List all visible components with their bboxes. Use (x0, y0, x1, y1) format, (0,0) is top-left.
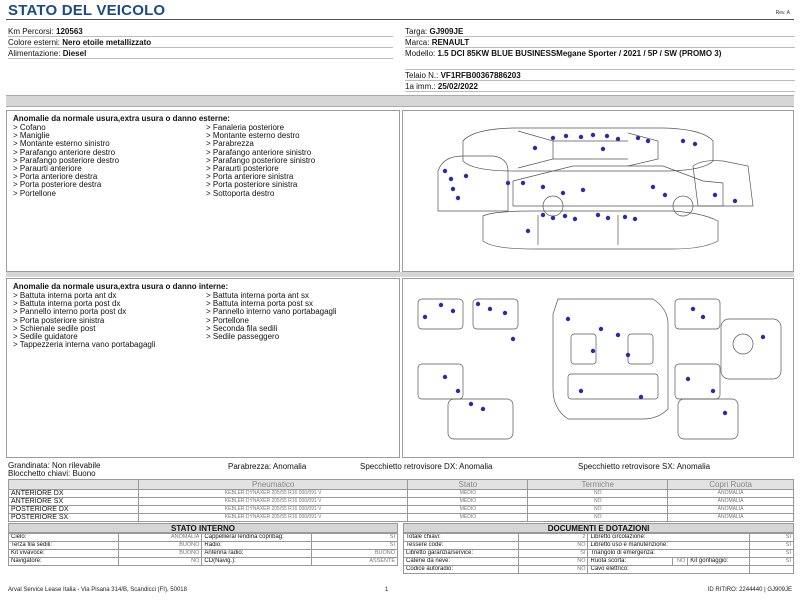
mirror-dx-status: Specchietto retrovisore DX: Anomalia (360, 462, 493, 471)
hail-status: Grandinata: Non rilevabile (8, 461, 101, 470)
tyre-model: KEBLER DYNAXER 205/55 R16 000/091 V (138, 498, 408, 506)
list-item: > Parafango anteriore destro (13, 147, 116, 157)
list-item: > Cofano (13, 123, 46, 132)
exterior-damage-list-2 (206, 124, 399, 198)
list-item: > Montante esterno sinistro (13, 139, 110, 149)
field-value: NO (673, 558, 688, 566)
field-label: Codice autoradio: (404, 566, 519, 574)
interior-damage-list-2 (206, 292, 399, 349)
table-header: Termiche (528, 480, 668, 490)
table-row (404, 550, 794, 558)
tyre-state: MEDIO (408, 514, 528, 522)
field-value: ANOMALIA (118, 534, 202, 542)
field-value: SI (750, 558, 794, 566)
list-item: > Porta anteriore sinistra (206, 172, 294, 182)
field-value: BUONO (312, 550, 398, 558)
tyre-state: MEDIO (408, 506, 528, 514)
table-row (9, 534, 398, 542)
color-row: Colore esterni: Nero etoile metallizzato (8, 37, 393, 48)
model-value: 1.5 DCI 85KW BLUE BUSINESSMegane Sporter / 2021 / 5P / SW (PROMO 3) (437, 49, 722, 58)
field-label: Terza fila sedili: (9, 542, 119, 550)
interior-damage-title: Anomalie da normale usura,extra usura o danno interne: (13, 282, 229, 291)
damage-dots (443, 133, 737, 233)
field-label: CD(Navig.): (202, 558, 312, 566)
color-value: Nero etoile metallizzato (62, 38, 152, 47)
list-item: > Porta anteriore destra (13, 172, 98, 182)
interior-diagram-panel (402, 278, 794, 458)
field-label: Tessere code: (404, 542, 519, 550)
table-header (9, 480, 139, 490)
field-value: SI (750, 534, 794, 542)
list-item: > Schienale sedile post (13, 323, 96, 333)
field-value: SI (750, 550, 794, 558)
list-item: > Paraurti anteriore (13, 164, 82, 174)
revision-label: Rev. A (775, 10, 790, 16)
tyre-position: ANTERIORE DX (9, 490, 139, 498)
list-item: > Tappezzeria interna vano portabagagli (13, 340, 156, 350)
list-item: > Sedile guidatore (13, 332, 78, 342)
list-item: > Battuta interna porta post sx (206, 299, 313, 309)
documents-table (403, 533, 794, 574)
field-label: Kit vivavoce: (9, 550, 119, 558)
km-row: Km Percorsi: 120563 (8, 26, 393, 37)
vehicle-info-right (405, 26, 795, 92)
field-label: Cavo elettrico: (588, 566, 750, 574)
interior-damage-dots (423, 302, 765, 415)
list-item: > Sedile passeggero (206, 332, 280, 342)
field-value: SI (750, 542, 794, 550)
registration-row: 1a imm.: 25/02/2022 (405, 81, 795, 92)
list-item: > Fanaleria posteriore (206, 123, 285, 132)
list-item: > Porta posteriore sinistra (13, 315, 105, 325)
list-item: > Portellone (13, 188, 56, 198)
table-header-row (9, 480, 794, 490)
table-row (9, 506, 794, 514)
field-label: Radio: (202, 542, 312, 550)
list-item: > Seconda fila sedili (206, 323, 278, 333)
tyre-position: POSTERIORE DX (9, 506, 139, 514)
field-label: Libretto circolazione: (588, 534, 750, 542)
tyre-position: POSTERIORE SX (9, 514, 139, 522)
list-item: > Maniglie (13, 131, 50, 141)
field-label: Ruota scorta: (588, 558, 673, 566)
table-row (9, 550, 398, 558)
field-label: Cappelliera/Tendina copribag: (202, 534, 312, 542)
fuel-row: Alimentazione: Diesel (8, 48, 393, 59)
field-value (750, 566, 794, 574)
table-row (9, 558, 398, 566)
tyre-cover: ANOMALIA (668, 506, 794, 514)
exterior-damage-panel (6, 110, 400, 272)
field-label: Libretto uso e manutenzione: (588, 542, 750, 550)
footer-id: ID RITIRO: 2244440 | GJ909JE (707, 587, 792, 593)
tyre-model: KEBLER DYNAXER 205/55 R16 000/091 V (138, 490, 408, 498)
list-item: > Pannello interno porta post dx (13, 307, 127, 317)
field-value: BUONO (118, 550, 202, 558)
field-label: Cielo: (9, 534, 119, 542)
section-bar (6, 95, 794, 107)
field-value: SI (312, 542, 398, 550)
interior-state-table (8, 533, 398, 566)
list-item: > Montante esterno destro (206, 131, 300, 141)
field-label: Totale chiavi: (404, 534, 519, 542)
tyre-position: ANTERIORE SX (9, 498, 139, 506)
list-item: > Parafango posteriore destro (13, 155, 120, 165)
tyre-winter: NO (528, 506, 668, 514)
tyre-state: MEDIO (408, 490, 528, 498)
interior-state-box (8, 523, 398, 566)
field-label: Antenna radio: (202, 550, 312, 558)
tyre-winter: NO (528, 514, 668, 522)
footer-page-number: 1 (385, 587, 389, 593)
field-value: NO (518, 542, 588, 550)
plate-value: GJ909JE (429, 27, 464, 36)
documents-box (403, 523, 794, 574)
section-separator (6, 272, 794, 277)
field-value: SI (518, 550, 588, 558)
exterior-diagram-panel (402, 110, 794, 272)
field-value: NO (518, 558, 588, 566)
list-item: > Battuta interna porta post dx (13, 299, 121, 309)
list-item: > Paraurti posteriore (206, 164, 279, 174)
list-item: > Portellone (206, 315, 249, 325)
tyre-cover: ANOMALIA (668, 514, 794, 522)
make-row: Marca: RENAULT (405, 37, 795, 48)
km-value: 120563 (56, 27, 83, 36)
list-item: > Parafango posteriore sinistro (206, 155, 316, 165)
tyre-state: MEDIO (408, 498, 528, 506)
documents-title: DOCUMENTI E DOTAZIONI (403, 523, 794, 533)
field-label: Navigatore: (9, 558, 119, 566)
windshield-status: Parabrezza: Anomalia (228, 462, 307, 471)
registration-value: 25/02/2022 (437, 82, 478, 91)
field-value: ASSENTE (312, 558, 398, 566)
table-header: Copri Ruota (668, 480, 794, 490)
summary-left (8, 462, 101, 478)
tyre-model: KEBLER DYNAXER 205/55 R16 000/091 V (138, 506, 408, 514)
table-header: Pneumatico (138, 480, 408, 490)
page-title: STATO DEL VEICOLO (8, 2, 166, 19)
interior-car-diagram (403, 279, 793, 457)
field-value: SI (312, 534, 398, 542)
chassis-value: VF1RFB00367886203 (440, 71, 521, 80)
tyre-winter: NO (528, 498, 668, 506)
tyre-model: KEBLER DYNAXER 205/55 R16 000/091 V (138, 514, 408, 522)
table-row (404, 558, 794, 566)
field-label: Libretto garanzia/service: (404, 550, 519, 558)
tyre-cover: ANOMALIA (668, 498, 794, 506)
field-label: Catene da neve: (404, 558, 519, 566)
exterior-damage-title: Anomalie da normale usura,extra usura o danno esterne: (13, 114, 230, 123)
mirror-sx-status: Specchietto retrovisore SX: Anomalia (578, 462, 711, 471)
field-label: Triangolo di emergenza: (588, 550, 750, 558)
chassis-row: Telaio N.: VF1RFB00367886203 (405, 70, 795, 81)
fuel-value: Diesel (62, 49, 87, 58)
list-item: > Porta posteriore destra (13, 180, 102, 190)
tyre-winter: NO (528, 490, 668, 498)
table-row (9, 514, 794, 522)
list-item: > Porta posteriore sinistra (206, 180, 298, 190)
list-item: > Parabrezza (206, 139, 254, 149)
vehicle-info-left (8, 26, 393, 59)
table-row (404, 566, 794, 574)
list-item: > Pannello interno vano portabagagli (206, 307, 337, 317)
field-value: BUONO (118, 542, 202, 550)
key-lock-status: Blocchetto chiavi: Buono (8, 469, 96, 478)
field-value: 2 (518, 534, 588, 542)
table-row (9, 498, 794, 506)
list-item: > Parafango anteriore sinistro (206, 147, 312, 157)
exterior-car-diagram (403, 111, 793, 271)
exterior-damage-list-1 (13, 124, 206, 198)
field-label: Kit gonfiaggio: (688, 558, 750, 566)
interior-damage-panel (6, 278, 400, 458)
table-header: Stato (408, 480, 528, 490)
footer-company: Arval Service Lease Italia - Via Pisana 314/B, Scandicci (FI), 50018 (8, 587, 187, 593)
model-row: Modello: 1.5 DCI 85KW BLUE BUSINESSMegane Sporter / 2021 / 5P / SW (PROMO 3) (405, 48, 795, 70)
tyre-cover: ANOMALIA (668, 490, 794, 498)
interior-state-title: STATO INTERNO (8, 523, 398, 533)
table-row (404, 542, 794, 550)
list-item: > Sottoporta destro (206, 188, 275, 198)
list-item: > Battuta interna porta ant dx (13, 291, 117, 300)
table-row (9, 542, 398, 550)
table-row (9, 490, 794, 498)
table-row (404, 534, 794, 542)
list-item: > Battuta interna porta ant sx (206, 291, 309, 300)
title-divider (6, 19, 794, 20)
interior-damage-list-1 (13, 292, 206, 349)
field-value: NO (518, 566, 588, 574)
plate-row: Targa: GJ909JE (405, 26, 795, 37)
tyres-table (8, 479, 794, 522)
make-value: RENAULT (431, 38, 470, 47)
field-value: NO (118, 558, 202, 566)
